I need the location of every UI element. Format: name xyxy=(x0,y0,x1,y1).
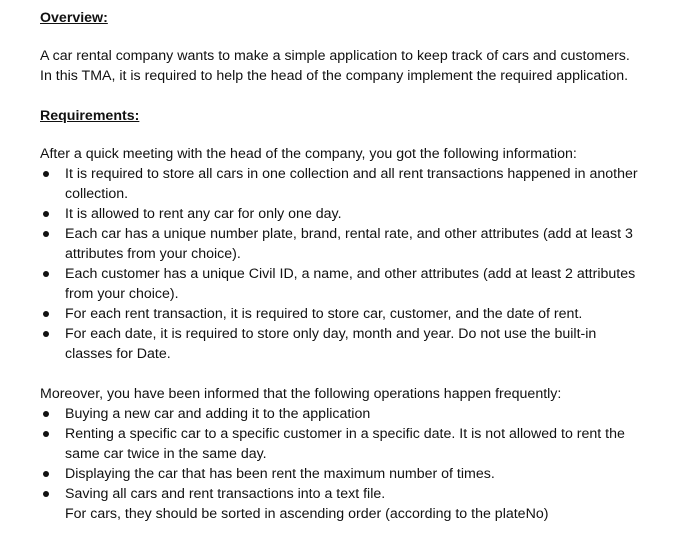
requirement-item xyxy=(40,264,690,304)
requirement-item xyxy=(40,164,690,204)
requirement-text: classes for Date. xyxy=(65,346,171,362)
bullet-icon xyxy=(43,271,49,277)
operation-item xyxy=(40,424,690,464)
bullet-icon xyxy=(43,211,49,217)
operation-text: Displaying the car that has been rent the maximum number of times. xyxy=(65,466,495,482)
requirements-list xyxy=(40,164,690,364)
requirement-text: Each car has a unique number plate, brand, rental rate, and other attributes (add at least 3 xyxy=(65,226,633,242)
bullet-icon xyxy=(43,231,49,237)
overview-line: A car rental company wants to make a simple application to keep track of cars and customers. xyxy=(40,48,630,64)
document-page xyxy=(40,8,690,524)
requirement-item xyxy=(40,304,690,324)
requirement-text: For each rent transaction, it is required to store car, customer, and the date of rent. xyxy=(65,306,583,322)
requirement-text: It is required to store all cars in one collection and all rent transactions happened in another xyxy=(65,166,638,182)
operation-item xyxy=(40,484,690,524)
bullet-icon xyxy=(43,471,49,477)
operation-item xyxy=(40,464,690,484)
operations-intro: Moreover, you have been informed that the following operations happen frequently: xyxy=(40,386,562,402)
bullet-icon xyxy=(43,171,49,177)
bullet-icon xyxy=(43,411,49,417)
requirement-text: from your choice). xyxy=(65,286,179,302)
bullet-icon xyxy=(43,431,49,437)
operation-text: For cars, they should be sorted in ascending order (according to the plateNo) xyxy=(65,506,549,522)
operation-item xyxy=(40,404,690,424)
requirements-intro: After a quick meeting with the head of the company, you got the following information: xyxy=(40,146,577,162)
requirement-text: attributes from your choice). xyxy=(65,246,241,262)
spacer xyxy=(40,86,690,106)
bullet-icon xyxy=(43,331,49,337)
spacer xyxy=(40,126,690,144)
requirement-text: For each date, it is required to store only day, month and year. Do not use the built-in xyxy=(65,326,597,342)
bullet-icon xyxy=(43,491,49,497)
operations-list xyxy=(40,404,690,524)
bullet-icon xyxy=(43,311,49,317)
overview-line: In this TMA, it is required to help the head of the company implement the required application. xyxy=(40,68,629,84)
operation-text: Buying a new car and adding it to the application xyxy=(65,406,371,422)
operation-text: Saving all cars and rent transactions into a text file. xyxy=(65,486,386,502)
requirement-text: It is allowed to rent any car for only one day. xyxy=(65,206,342,222)
requirement-item xyxy=(40,224,690,264)
spacer xyxy=(40,364,690,384)
operation-text: same car twice in the same day. xyxy=(65,446,267,462)
overview-heading: Overview: xyxy=(40,10,108,26)
requirement-item xyxy=(40,204,690,224)
requirements-heading: Requirements: xyxy=(40,108,140,124)
requirement-item xyxy=(40,324,690,364)
spacer xyxy=(40,28,690,46)
operation-text: Renting a specific car to a specific customer in a specific date. It is not allowed to rent the xyxy=(65,426,625,442)
requirement-text: collection. xyxy=(65,186,129,202)
requirement-text: Each customer has a unique Civil ID, a name, and other attributes (add at least 2 attributes xyxy=(65,266,636,282)
